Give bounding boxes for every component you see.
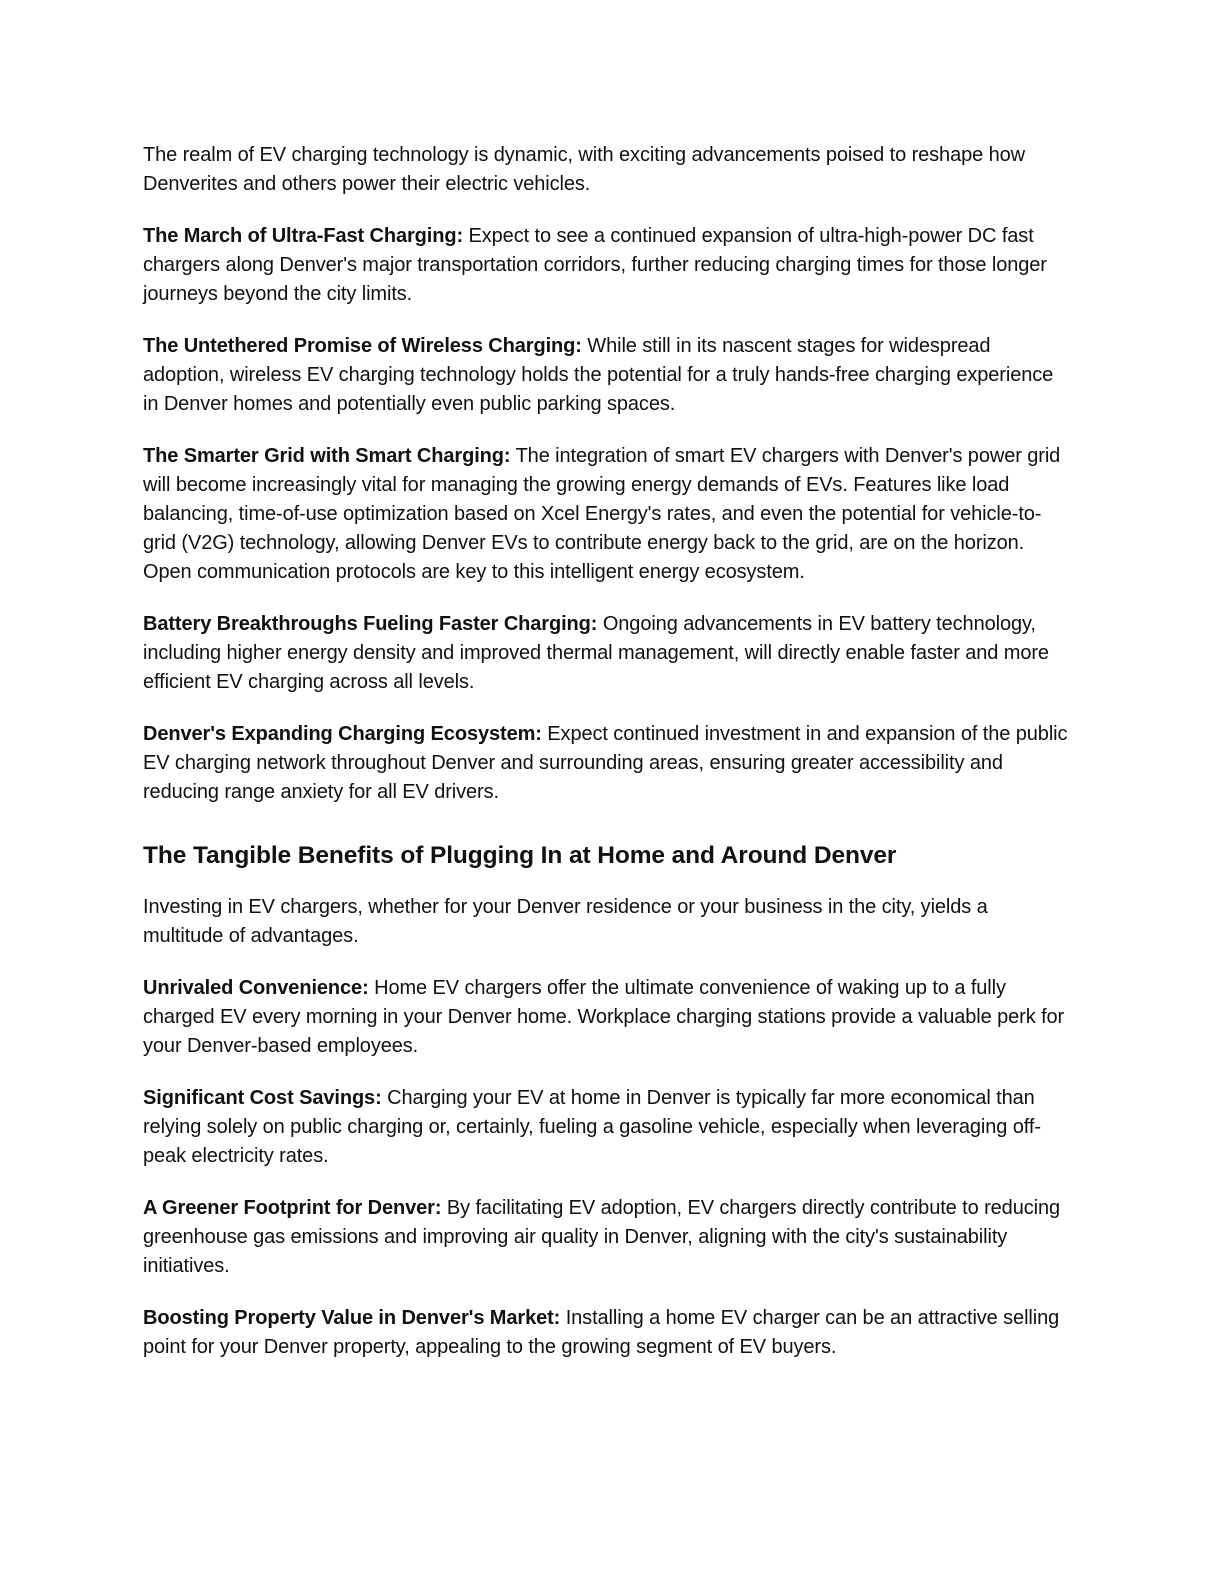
future-item xyxy=(143,720,1073,807)
item-title: Boosting Property Value in Denver's Market: xyxy=(143,1307,561,1329)
item-title: The March of Ultra-Fast Charging: xyxy=(143,225,464,247)
benefits-intro-paragraph: Investing in EV chargers, whether for your Denver residence or your business in the city, yields a multitude of advantages. xyxy=(143,896,988,947)
section-heading: The Tangible Benefits of Plugging In at Home and Around Denver xyxy=(143,842,897,869)
future-item xyxy=(143,610,1073,697)
item-text: Home EV chargers offer the ultimate convenience of waking up to a fully charged EV every morning in your Denver home. Workplace charging stations provide a valuable perk for your Denver-based employees. xyxy=(143,977,1065,1057)
item-title: Battery Breakthroughs Fueling Faster Charging: xyxy=(143,613,598,635)
item-title: A Greener Footprint for Denver: xyxy=(143,1197,442,1219)
item-title: The Smarter Grid with Smart Charging: xyxy=(143,445,511,467)
benefit-item xyxy=(143,1194,1073,1281)
document-page xyxy=(143,141,1073,1385)
item-text: While still in its nascent stages for widespread adoption, wireless EV charging technology holds the potential for a truly hands-free charging experience in Denver homes and potentially even public parking spaces. xyxy=(143,335,1054,415)
item-text: Ongoing advancements in EV battery technology, including higher energy density and improved thermal management, will directly enable faster and more efficient EV charging across all levels. xyxy=(143,613,1049,693)
future-item xyxy=(143,442,1073,587)
item-text: By facilitating EV adoption, EV chargers directly contribute to reducing greenhouse gas emissions and improving air quality in Denver, aligning with the city's sustainability initiatives. xyxy=(143,1197,1061,1277)
benefit-item xyxy=(143,974,1073,1061)
benefit-item xyxy=(143,1084,1073,1171)
item-text: Installing a home EV charger can be an attractive selling point for your Denver property, appealing to the growing segment of EV buyers. xyxy=(143,1307,1060,1358)
future-item xyxy=(143,332,1073,419)
item-title: Significant Cost Savings: xyxy=(143,1087,382,1109)
item-title: The Untethered Promise of Wireless Charging: xyxy=(143,335,582,357)
item-text: Expect to see a continued expansion of ultra-high-power DC fast chargers along Denver's major transportation corridors, further reducing charging times for those longer journeys beyond the city limits. xyxy=(143,225,1047,305)
benefit-item xyxy=(143,1304,1073,1362)
item-text: The integration of smart EV chargers with Denver's power grid will become increasingly vital for managing the growing energy demands of EVs. Features like load balancing, time-of-use optimization based on Xcel Energy's rates, and even the potential for vehicle-to-grid (V2G) technology, allowing Denver EVs to contribute energy back to the grid, are on the horizon. Open communication protocols are key to this intelligent energy ecosystem. xyxy=(143,445,1061,583)
intro-paragraph: The realm of EV charging technology is dynamic, with exciting advancements poised to reshape how Denverites and others power their electric vehicles. xyxy=(143,144,1025,195)
future-item xyxy=(143,222,1073,309)
item-text: Expect continued investment in and expansion of the public EV charging network throughout Denver and surrounding areas, ensuring greater accessibility and reducing range anxiety for all EV drivers. xyxy=(143,723,1068,803)
item-title: Denver's Expanding Charging Ecosystem: xyxy=(143,723,542,745)
item-title: Unrivaled Convenience: xyxy=(143,977,369,999)
item-text: Charging your EV at home in Denver is typically far more economical than relying solely on public charging or, certainly, fueling a gasoline vehicle, especially when leveraging off-peak electricity rates. xyxy=(143,1087,1041,1167)
